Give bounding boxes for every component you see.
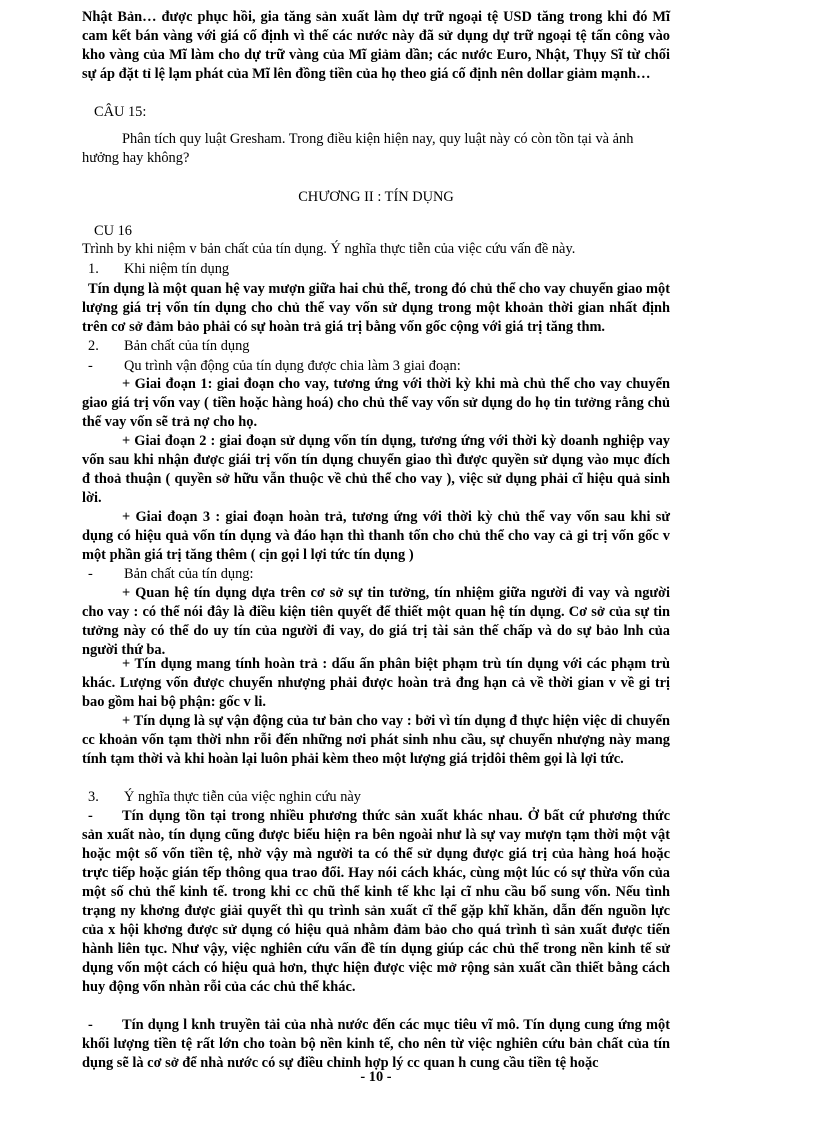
paragraph-significance-2: Tín dụng l knh truyền tải của nhà nước đến các mục tiêu vĩ mô. Tín dụng cung ứng một khối lượng tiền tệ rất lớn cho toàn bộ nền kinh tế, cho nên từ việc nghiên cứu bản chất của tín dụng sẽ là cơ sở để nhà nước có sự điều chỉnh hợp lý cc quan h cung cầu tiền tệ hoặc [82,1017,670,1071]
paragraph-stage-3: + Giai đoạn 3 : giai đoạn hoàn trả, tương ứng với thời kỳ chủ thể vay vốn sau khi sử dụng có hiệu quả vốn tín dụng và đáo hạn thì thanh tốn cho chủ thể cho vay cả gi trị vốn gốc v một phần giá trị tăng thêm ( cịn gọi l lợi tức tín dụng ) [82,509,670,563]
section-2-number: 2. [88,338,99,354]
page-number: - 10 - [360,1069,392,1085]
section-2-title: Bản chất của tín dụng [124,338,250,354]
chapter-title: CHƯƠNG II : TÍN DỤNG [298,189,454,205]
section-1-number: 1. [88,261,99,277]
question-15-label: CÂU 15: [94,104,147,120]
section-1-title: Khi niệm tín dụng [124,261,230,277]
question-16-text: Trình by khi niệm v bản chất của tín dụng. Ý nghĩa thực tiễn của việc cứu vấn đề này. [82,241,576,257]
section-3-number: 3. [88,789,99,805]
paragraph-nature-trust: + Quan hệ tín dụng dựa trên cơ sở sự tin tưởng, tín nhiệm giữa người đi vay và người cho vay : có thể nói đây là điều kiện tiên quyết để thiết một quan hệ tín dụng. Cơ sở của sự tin tưởng này có thể do uy tín của người đi vay, do giá trị tài sản thế chấp và do sự bảo lnh của người thứ ba. [82,585,670,658]
section-3-title: Ý nghĩa thực tiễn của việc nghin cứu này [124,789,361,805]
question-15-text: Phân tích quy luật Gresham. Trong điều kiện hiện nay, quy luật này có còn tồn tại và ảnh hưởng hay không? [82,131,634,166]
paragraph-credit-definition: Tín dụng là một quan hệ vay mượn giữa hai chủ thể, trong đó chủ thể cho vay chuyển giao một lượng giá trị vốn tín dụng cho chủ thể vay vốn sử dụng trong một khoản thời gian nhất định trên cơ sở đảm bảo phải có sự hoàn trả giá trị bằng vốn gốc cộng với giá trị tăng thm. [82,281,670,335]
dash-bullet: - [88,358,93,374]
paragraph-stage-2: + Giai đoạn 2 : giai đoạn sử dụng vốn tín dụng, tương ứng với thời kỳ doanh nghiệp vay vốn sau khi nhận được giái trị vốn tín dụng chuyển giao thì được quyền sử dụng vào mục đích đ thoả thuận ( quyền sở hữu vẫn thuộc về chủ thể cho vay ), việc sử dụng phải cĩ hiệu quả sinh lời. [82,433,670,506]
dash-bullet: - [88,1017,93,1033]
question-16-label: CU 16 [94,223,132,239]
dash-bullet: - [88,566,93,582]
paragraph-significance-1: Tín dụng tồn tại trong nhiều phương thức sản xuất khác nhau. Ở bất cứ phương thức sản xuất nào, tín dụng cũng được biểu hiện ra bên ngoài như là sự vay mượn tạm thời một vật hoặc một số vốn tiền tệ, nhờ vậy mà người ta có thể sử dụng được giá trị của hàng hoá hoặc trực tiếp hoặc gián tếp thông qua trao đổi. Hay nói cách khác, cùng một lúc có sự thừa vốn của một số chủ thể kinh tế. trong khi cc chũ thể kinh tế khc lại cĩ nhu cầu bổ sung vốn. Nếu tình trạng ny khơng được giải quyết thì qu trình sản xuất cĩ thể gặp khĩ khăn, dẫn đến nguồn lực của x hội khơng được sử dụng có hiệu quả nhằm đảm bảo cho quá trình tì sản xuất được tiến hành liên tục. Như vậy, việc nghiên cứu vấn đề tín dụng giúp các chủ thể trong nền kinh tế sử dụng vốn một cách có hiệu quả hơn, thực hiện được việc mở rộng sản xuất cần thiết bằng cách huy động vốn nhàn rỗi của các chủ thể khác. [82,808,670,995]
dash-bullet: - [88,808,93,824]
paragraph-stage-1: + Giai đoạn 1: giai đoạn cho vay, tương ứng với thời kỳ khi mà chủ thể cho vay chuyển giao giá trị vốn vay ( tiền hoặc hàng hoá) cho chủ thể vay vốn sử dụng do họ tin tưởng rằng chủ thể vay vốn sẽ trả nợ cho họ. [82,376,670,430]
process-stages-intro: Qu trình vận động của tín dụng được chia làm 3 giai đoạn: [124,358,461,374]
paragraph-nature-capital: + Tín dụng là sự vận động của tư bản cho vay : bởi vì tín dụng đ thực hiện việc di chuyển cc khoản vốn tạm thời nhn rỗi đến những nơi phát sinh nhu cầu, sự chuyển nhượng này mang tính tạm thời và khi hoàn lại luôn phải kèm theo một lượng giá trịdôi thêm gọi là lợi tức. [82,713,670,767]
paragraph-nature-repayment: + Tín dụng mang tính hoàn trả : dấu ấn phân biệt phạm trù tín dụng với các phạm trù khác. Lượng vốn được chuyển nhượng phải được hoàn trả đng hạn cả về thời gian v về gi trị bao gồm hai bộ phận: gốc v li. [82,656,670,710]
paragraph-gold-reserves: Nhật Bản… được phục hồi, gia tăng sản xuất làm dự trữ ngoại tệ USD tăng trong khi đó Mĩ cam kết bán vàng với giá cố định vì thế các nước này đã sử dụng dự trữ ngoại tệ tấn công vào kho vàng của Mĩ làm cho dự trữ vàng của Mĩ giảm dần; các nước Euro, Nhật, Thụy Sĩ từ chối sự áp đặt tỉ lệ lạm phát của Mĩ lên đồng tiền của họ theo giá cố định nên dollar giảm mạnh… [82,9,670,82]
nature-intro: Bản chất của tín dụng: [124,566,254,582]
